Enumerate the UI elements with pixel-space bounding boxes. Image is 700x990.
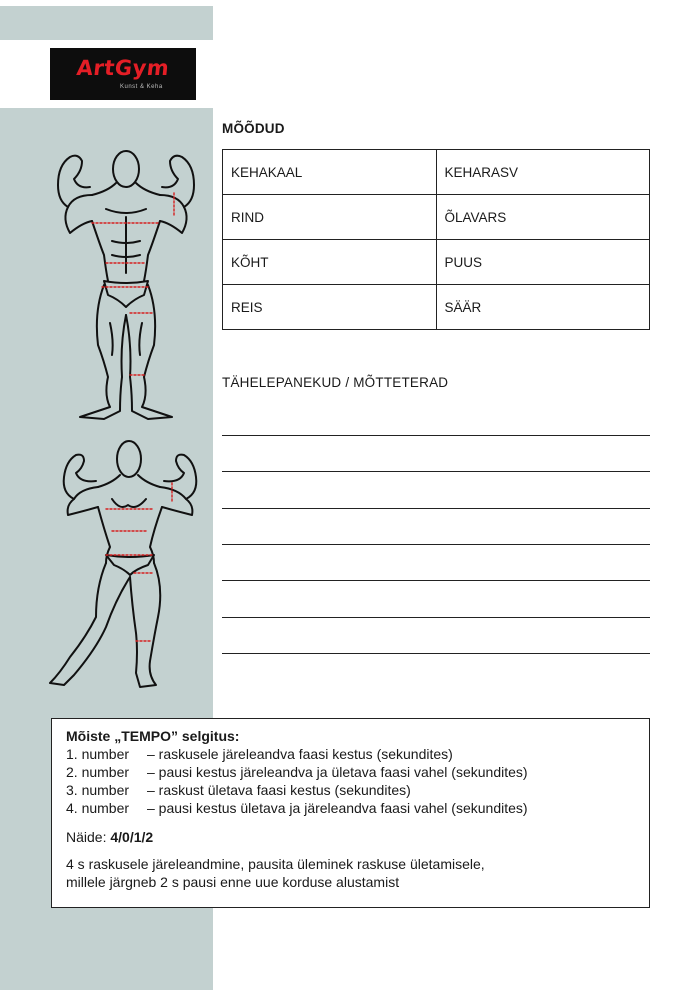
measure-cell-hip[interactable]: PUUS [436,240,650,285]
table-row [223,150,650,195]
logo-wordmark: ArtGym [75,56,171,80]
explanation-line: millele järgneb 2 s pausi enne uue korduse alustamist [66,874,400,890]
tempo-item-description: – pausi kestus ületava ja järeleandva faasi vahel (sekundites) [147,800,528,816]
measure-cell-body-fat[interactable]: KEHARASV [436,150,650,195]
tempo-item-description: – raskusele järeleandva faasi kestus (sekundites) [147,746,453,762]
note-line[interactable] [222,653,650,654]
measure-cell-body-weight[interactable]: KEHAKAAL [223,150,437,195]
tempo-example [66,828,649,846]
measure-cell-chest[interactable]: RIND [223,195,437,240]
tempo-item [66,799,649,817]
tempo-item [66,763,649,781]
notes-title: TÄHELEPANEKUD / MÕTTETERAD [222,375,449,390]
measure-cell-upper-arm[interactable]: ÕLAVARS [436,195,650,240]
measure-cell-calf[interactable]: SÄÄR [436,285,650,330]
measurements-table [222,149,650,330]
note-line[interactable] [222,617,650,618]
table-row [223,240,650,285]
note-line[interactable] [222,471,650,472]
tempo-item [66,781,649,799]
measure-cell-thigh[interactable]: REIS [223,285,437,330]
note-line[interactable] [222,508,650,509]
example-value: 4/0/1/2 [110,829,154,845]
tempo-item-description: – raskust ületava faasi kestus (sekundites) [147,782,411,798]
sidebar-top-band [0,6,213,40]
logo-tagline: Kunst & Keha [120,84,163,90]
tempo-item-number: 3. number [66,782,130,798]
note-line[interactable] [222,435,650,436]
tempo-item [66,745,649,763]
explanation-line: 4 s raskusele järeleandmine, pausita üleminek raskuse ületamisele, [66,856,485,872]
example-label: Näide: [66,829,107,845]
tempo-explanation-box [51,718,650,908]
measure-cell-abdomen[interactable]: KÕHT [223,240,437,285]
tempo-item-number: 1. number [66,746,130,762]
table-row [223,195,650,240]
note-line[interactable] [222,544,650,545]
tempo-item-description: – pausi kestus järeleandva ja ületava faasi vahel (sekundites) [147,764,528,780]
female-bodybuilder-outline-icon [40,437,205,691]
artgym-logo [50,48,196,100]
male-bodybuilder-outline-icon [48,145,208,427]
tempo-example-explanation [66,855,649,891]
note-line[interactable] [222,580,650,581]
table-row [223,285,650,330]
tempo-item-number: 2. number [66,764,130,780]
tempo-item-number: 4. number [66,800,130,816]
tempo-title: Mõiste „TEMPO” selgitus: [66,728,240,744]
measurements-title: MÕÕDUD [222,121,285,136]
